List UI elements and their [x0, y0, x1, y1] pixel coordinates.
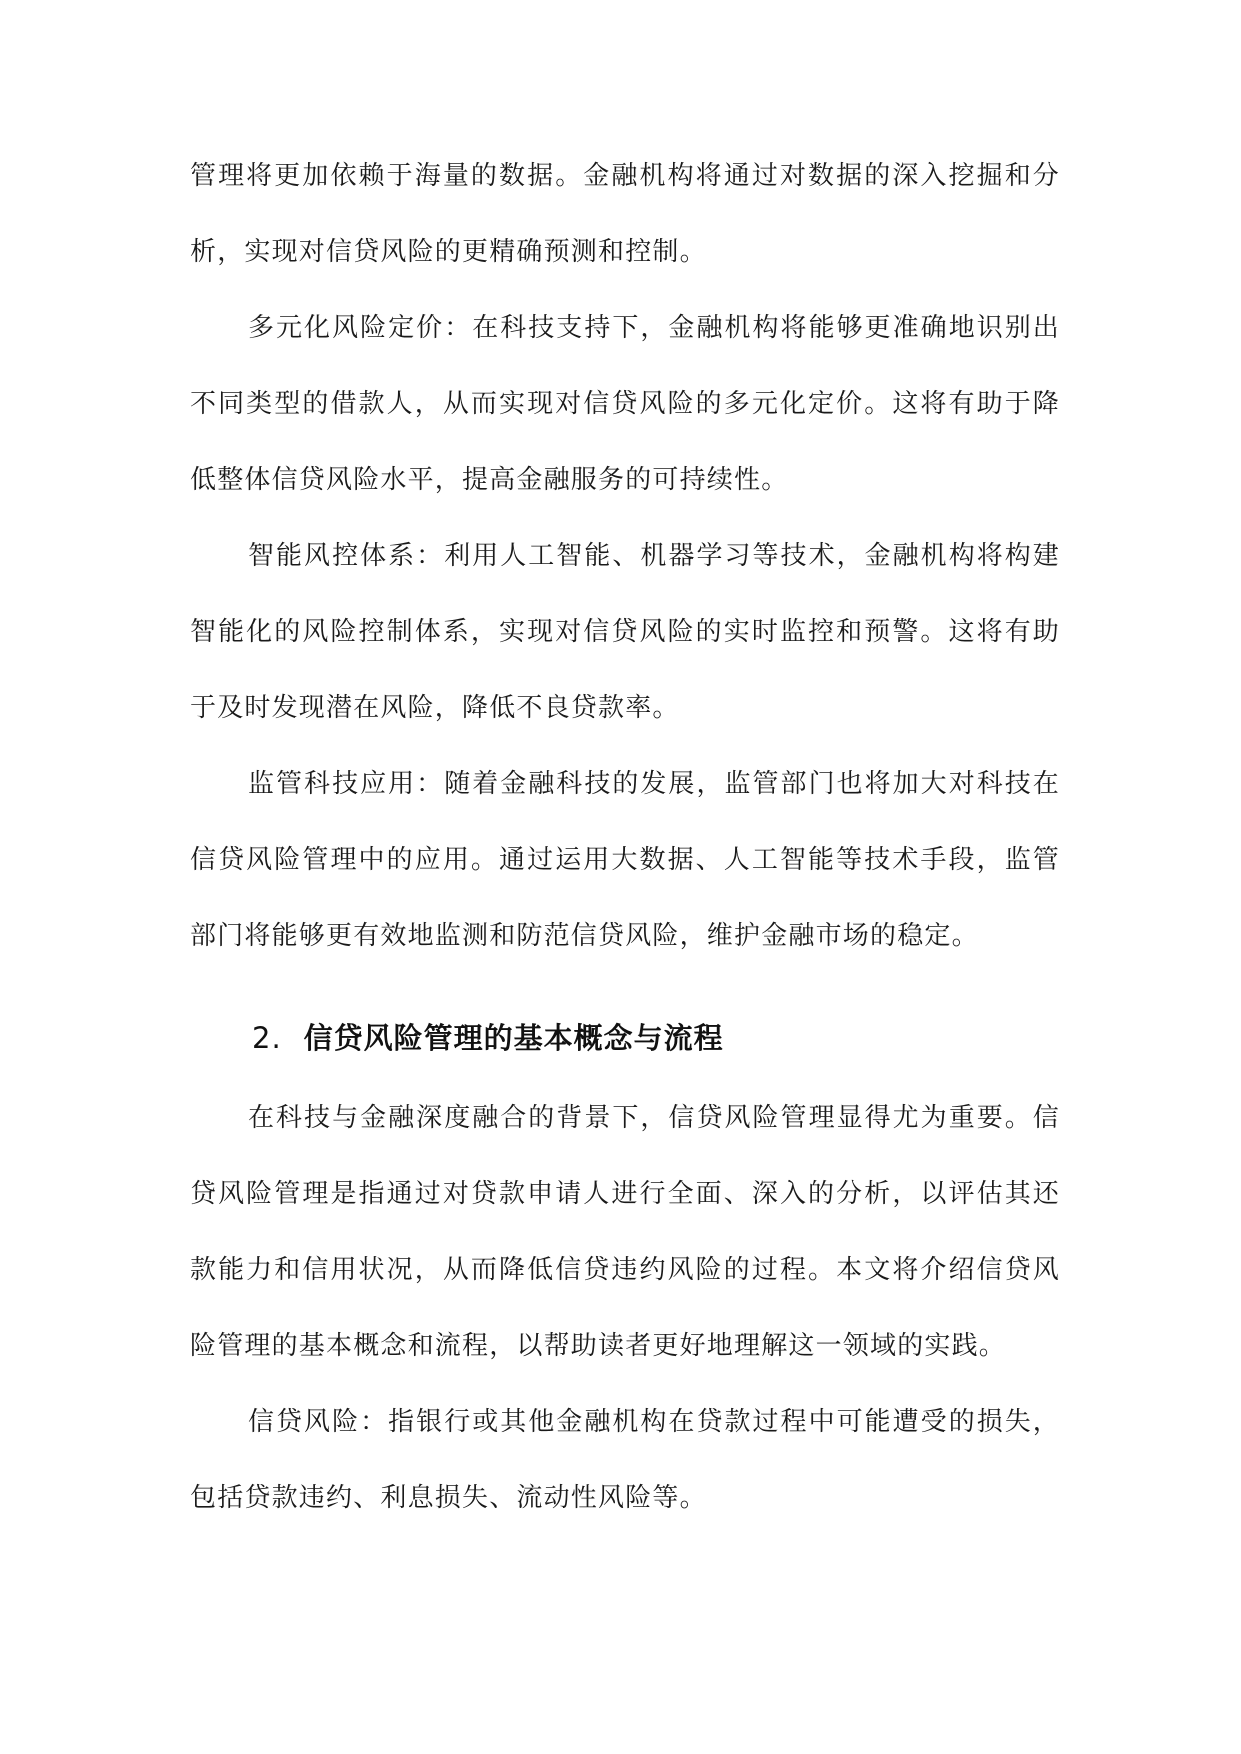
document-body — [190, 138, 1060, 1536]
section-number: 2. — [252, 1021, 282, 1055]
paragraph-intelligent-risk-control: 智能风控体系：利用人工智能、机器学习等技术，金融机构将构建智能化的风险控制体系，实现对信贷风险的实时监控和预警。这将有助于及时发现潜在风险，降低不良贷款率。 — [190, 541, 1060, 723]
paragraph-regtech-application: 监管科技应用：随着金融科技的发展，监管部门也将加大对科技在信贷风险管理中的应用。通过运用大数据、人工智能等技术手段，监管部门将能够更有效地监测和防范信贷风险，维护金融市场的稳定。 — [190, 769, 1060, 951]
paragraph-credit-risk-definition: 信贷风险：指银行或其他金融机构在贷款过程中可能遭受的损失，包括贷款违约、利息损失、流动性风险等。 — [190, 1407, 1060, 1513]
paragraph-data-dependence: 管理将更加依赖于海量的数据。金融机构将通过对数据的深入挖掘和分析，实现对信贷风险的更精确预测和控制。 — [190, 161, 1060, 267]
section-heading — [190, 996, 1060, 1080]
section-title: 信贷风险管理的基本概念与流程 — [303, 1021, 724, 1055]
paragraph-diversified-pricing: 多元化风险定价：在科技支持下，金融机构将能够更准确地识别出不同类型的借款人，从而实现对信贷风险的多元化定价。这将有助于降低整体信贷风险水平，提高金融服务的可持续性。 — [190, 313, 1060, 495]
paragraph-credit-risk-management-intro: 在科技与金融深度融合的背景下，信贷风险管理显得尤为重要。信贷风险管理是指通过对贷款申请人进行全面、深入的分析，以评估其还款能力和信用状况，从而降低信贷违约风险的过程。本文将介绍信贷风险管理的基本概念和流程，以帮助读者更好地理解这一领域的实践。 — [190, 1103, 1060, 1361]
